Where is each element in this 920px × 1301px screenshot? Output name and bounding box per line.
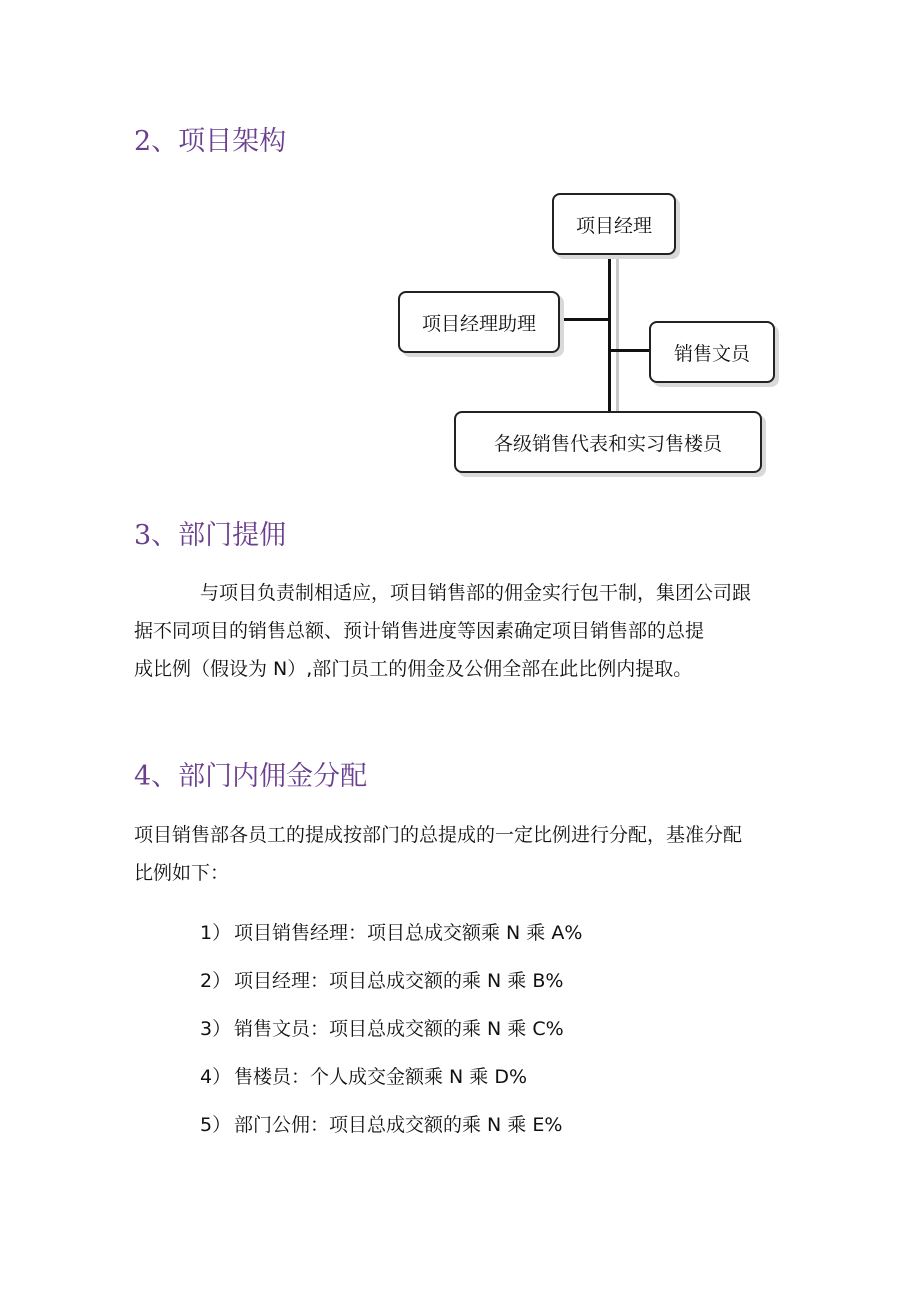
paragraph-line: 项目销售部各员工的提成按部门的总提成的一定比例进行分配，基准分配 xyxy=(134,824,743,846)
list-item-number: 3） xyxy=(200,1018,232,1040)
org-connector-assistant xyxy=(560,318,610,321)
org-connector-vertical xyxy=(608,253,611,413)
list-item xyxy=(200,1110,562,1137)
org-label-sales-clerk: 销售文员 xyxy=(673,342,750,365)
list-item-number: 5） xyxy=(200,1114,232,1136)
list-item xyxy=(200,918,582,945)
org-label-sales-staff: 各级销售代表和实习售楼员 xyxy=(493,432,722,455)
list-item-text: 售楼员：个人成交金额乘 N 乘 D% xyxy=(234,1066,528,1088)
org-chart xyxy=(390,185,790,485)
list-item-text: 项目经理：项目总成交额的乘 N 乘 B% xyxy=(234,970,564,992)
paragraph-line: 据不同项目的销售总额、预计销售进度等因素确定项目销售部的总提 xyxy=(134,620,705,642)
org-box-project-manager xyxy=(552,193,676,255)
list-item-text: 项目销售经理：项目总成交额乘 N 乘 A% xyxy=(234,922,583,944)
section-3-heading: 3、部门提佣 xyxy=(134,520,287,551)
list-item xyxy=(200,1062,527,1089)
org-box-sales-clerk xyxy=(649,321,775,383)
allocation-intro xyxy=(134,816,774,892)
org-box-manager-assistant xyxy=(398,291,560,353)
section-2-heading: 2、项目架构 xyxy=(134,126,287,157)
paragraph-line: 与项目负责制相适应，项目销售部的佣金实行包干制，集团公司跟 xyxy=(200,582,752,604)
commission-paragraph xyxy=(134,574,806,688)
org-box-sales-staff xyxy=(454,411,762,473)
org-label-project-manager: 项目经理 xyxy=(575,214,652,237)
org-connector-shadow xyxy=(616,257,619,417)
list-item-text: 部门公佣：项目总成交额的乘 N 乘 E% xyxy=(234,1114,563,1136)
paragraph-line: 成比例（假设为 N）,部门员工的佣金及公佣全部在此比例内提取。 xyxy=(134,658,693,680)
list-item xyxy=(200,966,563,993)
section-4-heading: 4、部门内佣金分配 xyxy=(134,761,368,792)
org-label-manager-assistant: 项目经理助理 xyxy=(421,312,536,335)
list-item-number: 1） xyxy=(200,922,232,944)
list-item-number: 2） xyxy=(200,970,232,992)
list-item-text: 销售文员：项目总成交额的乘 N 乘 C% xyxy=(234,1018,564,1040)
list-item-number: 4） xyxy=(200,1066,232,1088)
paragraph-line: 比例如下： xyxy=(134,862,230,884)
list-item xyxy=(200,1014,564,1041)
org-connector-clerk xyxy=(609,349,651,352)
